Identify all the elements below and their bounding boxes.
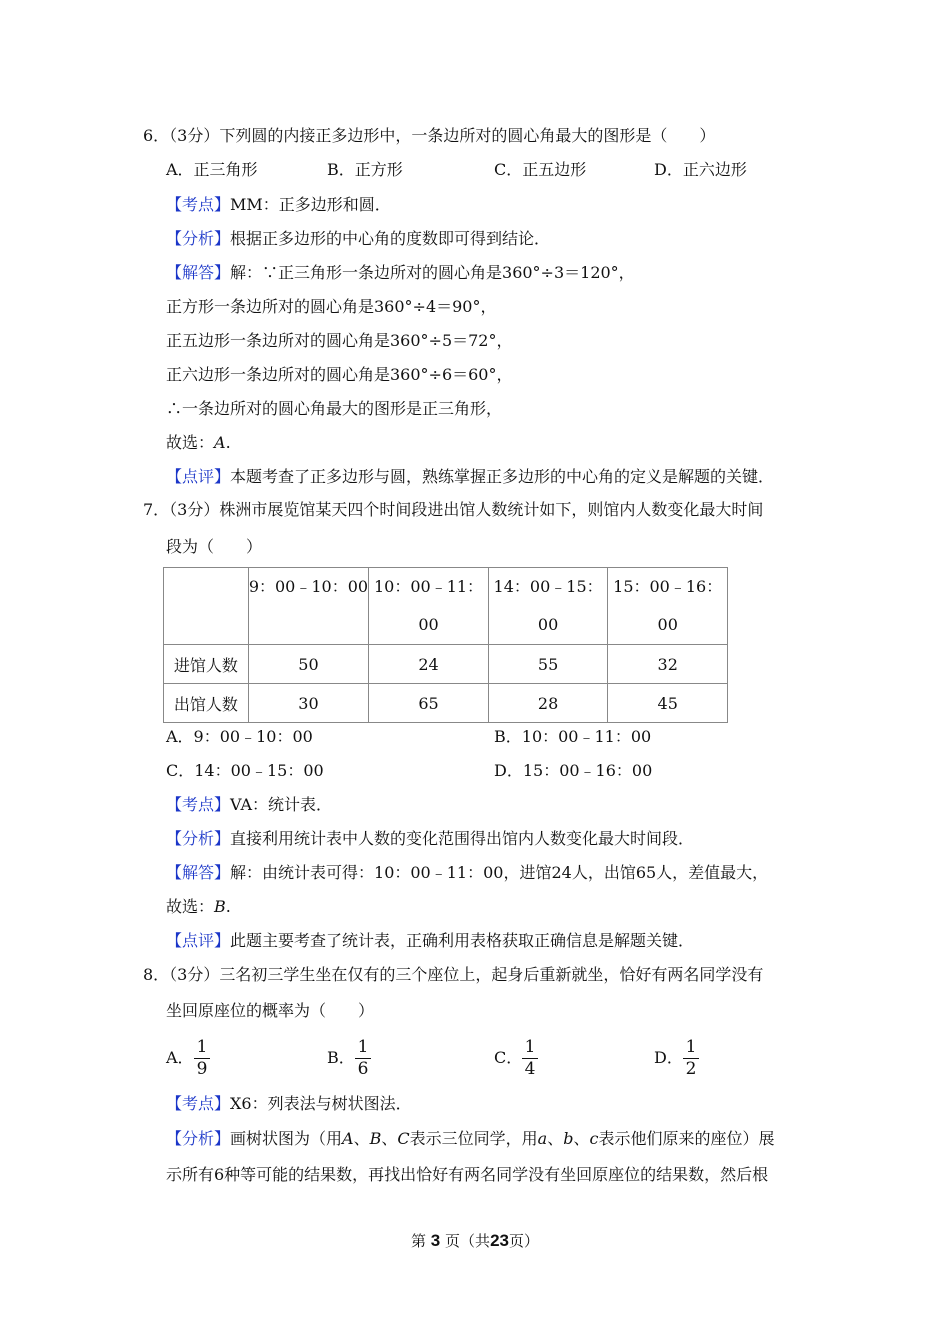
fenxi-tag: 【分析】 xyxy=(166,229,231,248)
footer-text: 第 xyxy=(411,1232,427,1250)
q6-option-a: A．正三角形 xyxy=(166,160,258,179)
q6-fenxi xyxy=(166,229,550,249)
table-cell: 55 xyxy=(488,645,608,684)
jieda-tag: 【解答】 xyxy=(166,263,231,282)
q7-jieda xyxy=(166,863,768,883)
table-cell: 24 xyxy=(369,645,489,684)
fenxi-text: 直接利用统计表中人数的变化范围得出馆内人数变化最大时间段． xyxy=(230,829,695,848)
table-row xyxy=(164,645,728,684)
q6-jieda xyxy=(166,263,635,283)
table-row-label: 出馆人数 xyxy=(164,684,249,723)
numerator: 1 xyxy=(357,1037,369,1057)
math-var: c xyxy=(589,1129,599,1148)
table-cell: 30 xyxy=(248,684,369,723)
total-pages: 23 xyxy=(490,1231,509,1250)
answer-letter: A xyxy=(214,433,226,452)
q8-stem-line1: 8．（3分）三名初三学生坐在仅有的三个座位上，起身后重新就坐，恰好有两名同学没有 xyxy=(143,965,764,984)
q6-option-d: D．正六边形 xyxy=(654,160,747,179)
q6-stem: 6．（3分）下列圆的内接正多边形中，一条边所对的圆心角最大的图形是（ ） xyxy=(143,126,716,145)
answer-prefix: 故选： xyxy=(166,433,215,452)
math-var: A xyxy=(342,1129,354,1148)
fenxi-text: 、 xyxy=(547,1129,564,1148)
q8-option-d-fraction xyxy=(683,1038,699,1079)
q7-fenxi xyxy=(166,829,694,849)
table-row-label: 进馆人数 xyxy=(164,645,249,684)
answer-period: . xyxy=(225,897,231,916)
math-var: a xyxy=(537,1129,548,1148)
fenxi-text: 、 xyxy=(381,1129,398,1148)
fenxi-text: 画树状图为（用 xyxy=(230,1129,343,1148)
numerator: 1 xyxy=(524,1037,536,1057)
table-row xyxy=(164,684,728,723)
q8-stem-line2: 坐回原座位的概率为（ ） xyxy=(166,1001,375,1020)
denominator: 9 xyxy=(196,1059,208,1079)
q7-stem-line2: 段为（ ） xyxy=(166,537,263,556)
q6-solution-line: 正六边形一条边所对的圆心角是360°÷6＝60°， xyxy=(166,365,513,384)
q8-option-d-label: D． xyxy=(654,1048,683,1067)
statistics-table xyxy=(163,567,728,723)
table-cell: 28 xyxy=(488,684,608,723)
jieda-text: 解：∵正三角形一条边所对的圆心角是360°÷3＝120°， xyxy=(230,263,635,282)
denominator: 2 xyxy=(685,1059,697,1079)
q6-solution-line: ∴一条边所对的圆心角最大的图形是正三角形， xyxy=(166,399,503,418)
q6-dianping xyxy=(166,467,774,487)
q8-option-c-label: C． xyxy=(494,1048,523,1067)
page-number: 3 xyxy=(430,1231,441,1250)
fenxi-text: 表示三位同学，用 xyxy=(409,1129,538,1148)
dianping-tag: 【点评】 xyxy=(166,467,231,486)
math-var: B xyxy=(369,1129,382,1148)
table-header-cell: 14：00﹣15： 00 xyxy=(488,568,608,645)
q6-option-c: C．正五边形 xyxy=(494,160,587,179)
table-cell: 45 xyxy=(608,684,728,723)
q6-solution-line: 正五边形一条边所对的圆心角是360°÷5＝72°， xyxy=(166,331,513,350)
math-var: C xyxy=(397,1129,410,1148)
q8-fenxi-line2: 示所有6种等可能的结果数，再找出恰好有两名同学没有坐回原座位的结果数，然后根 xyxy=(166,1165,769,1184)
kaodian-text: X6：列表法与树状图法． xyxy=(230,1094,412,1113)
q8-option-a-fraction xyxy=(194,1038,210,1079)
q8-option-c-fraction xyxy=(522,1038,538,1079)
q7-kaodian xyxy=(166,795,332,815)
numerator: 1 xyxy=(196,1037,208,1057)
table-header-cell: 9：00﹣10：00 xyxy=(248,568,369,645)
table-header-cell: 10：00﹣11： 00 xyxy=(369,568,489,645)
q6-solution-line: 正方形一条边所对的圆心角是360°÷4＝90°， xyxy=(166,297,497,316)
q7-option-c: C．14：00﹣15：00 xyxy=(166,761,324,780)
dianping-tag: 【点评】 xyxy=(166,931,231,950)
numerator: 1 xyxy=(685,1037,697,1057)
fenxi-text: 表示他们原来的座位）展 xyxy=(598,1129,775,1148)
math-var: b xyxy=(563,1129,574,1148)
q6-kaodian xyxy=(166,195,391,215)
fenxi-tag: 【分析】 xyxy=(166,829,231,848)
q8-option-a-label: A． xyxy=(166,1048,194,1067)
answer-letter: B xyxy=(214,897,226,916)
q8-kaodian xyxy=(166,1094,412,1114)
footer-text: 页（共 xyxy=(445,1232,491,1250)
q8-fenxi xyxy=(166,1129,774,1149)
answer-prefix: 故选： xyxy=(166,897,215,916)
fenxi-text: 、 xyxy=(573,1129,590,1148)
jieda-text: 解：由统计表可得：10：00﹣11：00，进馆24人，出馆65人，差值最大， xyxy=(230,863,769,882)
q7-answer xyxy=(166,897,231,917)
jieda-tag: 【解答】 xyxy=(166,863,231,882)
table-header-row xyxy=(164,568,728,645)
table-cell: 50 xyxy=(248,645,369,684)
dianping-text: 此题主要考查了统计表，正确利用表格获取正确信息是解题关键． xyxy=(230,931,695,950)
fenxi-tag: 【分析】 xyxy=(166,1129,231,1148)
q7-option-b: B．10：00﹣11：00 xyxy=(494,727,652,746)
q8-option-b-label: B． xyxy=(327,1048,355,1067)
q6-option-b: B．正方形 xyxy=(327,160,403,179)
kaodian-tag: 【考点】 xyxy=(166,1094,231,1113)
table-cell: 32 xyxy=(608,645,728,684)
q7-option-d: D．15：00﹣16：00 xyxy=(494,761,653,780)
fenxi-text: 、 xyxy=(353,1129,370,1148)
q7-dianping xyxy=(166,931,694,951)
kaodian-tag: 【考点】 xyxy=(166,795,231,814)
kaodian-tag: 【考点】 xyxy=(166,195,231,214)
fenxi-text: 根据正多边形的中心角的度数即可得到结论． xyxy=(230,229,551,248)
footer-text: 页） xyxy=(508,1232,539,1250)
q7-option-a: A．9：00﹣10：00 xyxy=(166,727,313,746)
table-header-cell: 15：00﹣16： 00 xyxy=(608,568,728,645)
q6-answer xyxy=(166,433,231,453)
denominator: 6 xyxy=(357,1059,369,1079)
table-corner-cell xyxy=(164,568,249,645)
kaodian-text: VA：统计表． xyxy=(230,795,333,814)
denominator: 4 xyxy=(524,1059,536,1079)
table-cell: 65 xyxy=(369,684,489,723)
dianping-text: 本题考查了正多边形与圆，熟练掌握正多边形的中心角的定义是解题的关键． xyxy=(230,467,775,486)
kaodian-text: MM：正多边形和圆． xyxy=(230,195,391,214)
answer-period: . xyxy=(225,433,231,452)
q8-option-b-fraction xyxy=(355,1038,371,1079)
q7-stem-line1: 7．（3分）株洲市展览馆某天四个时间段进出馆人数统计如下，则馆内人数变化最大时间 xyxy=(143,500,764,519)
page-footer xyxy=(0,1230,950,1251)
